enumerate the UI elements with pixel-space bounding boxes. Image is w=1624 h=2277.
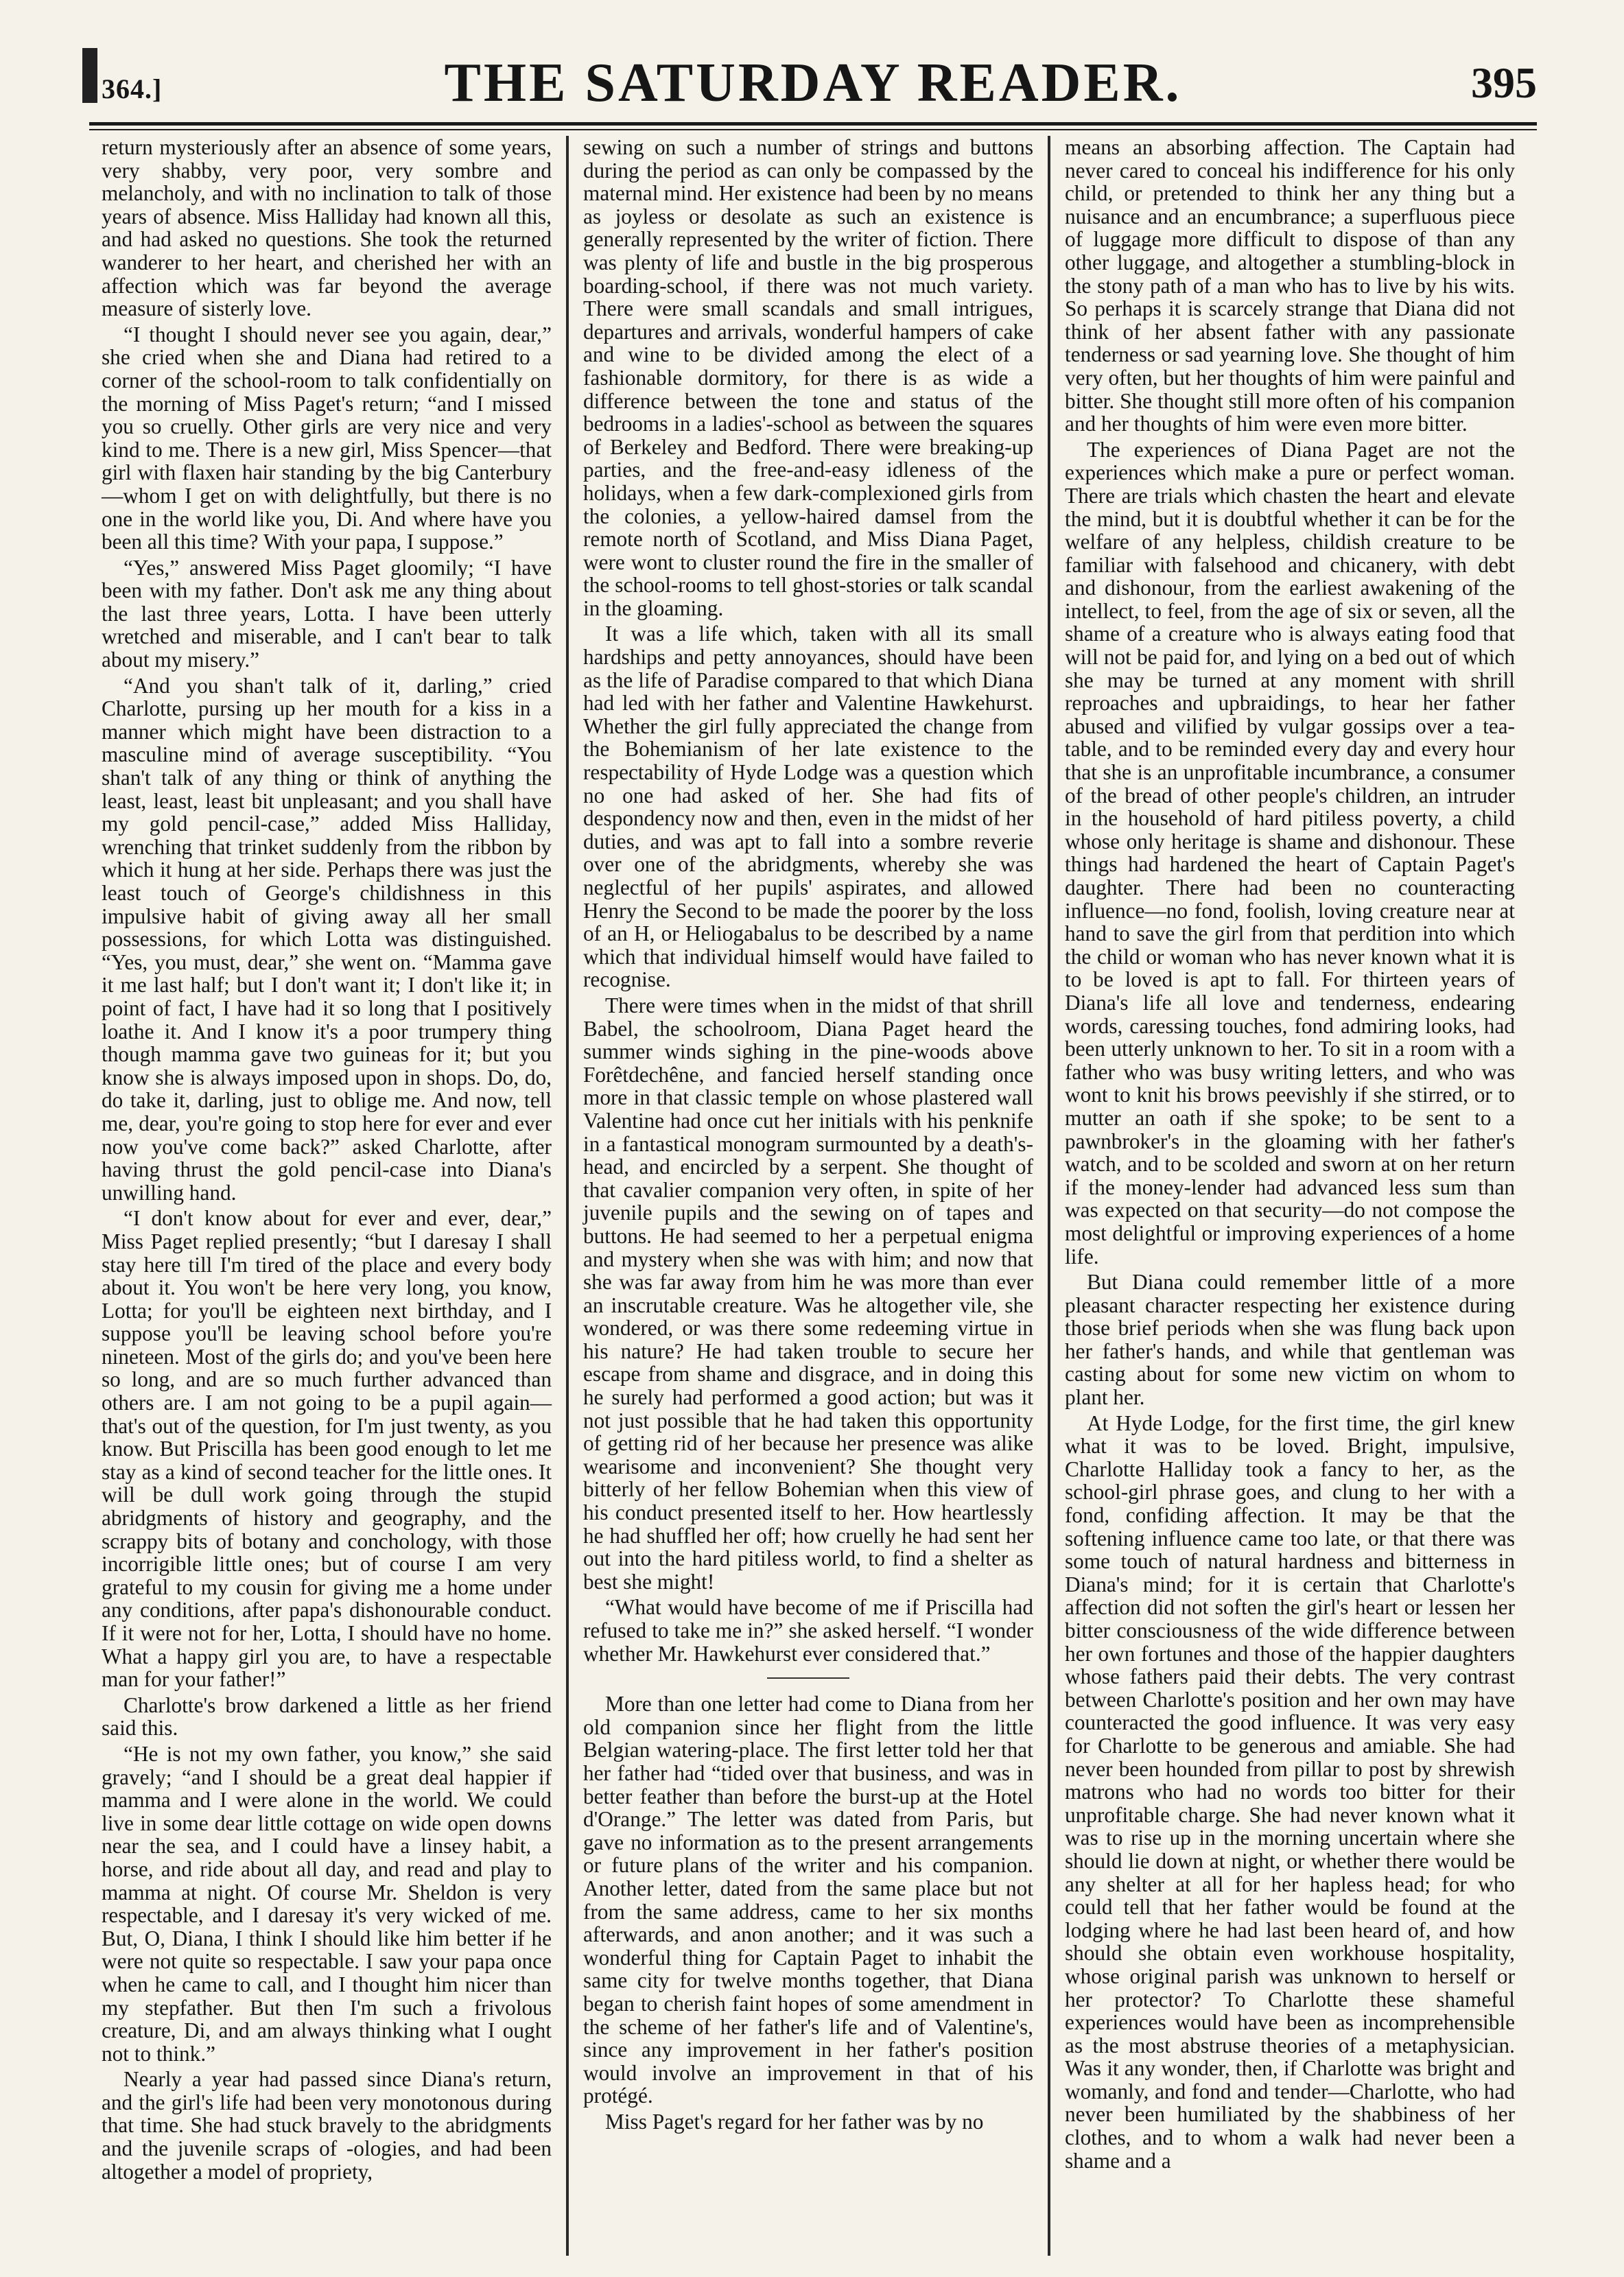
article-paragraph: Nearly a year had passed since Diana's return, and the girl's life had been very monotonous during that time. She had stuck bravely to the abridgments and the juvenile scraps of -ologies, and had been altogether a model of propriety,	[102, 2067, 552, 2184]
article-paragraph: At Hyde Lodge, for the first time, the girl knew what it was to be loved. Bright, impulsive, Charlotte Halliday took a fancy to her, as the school-girl phrase goes, and clung to her with a fond, confiding affection. It may be that the softening influence came too late, or that there was some touch of natural hardness and bitterness in Diana's mind; for it is certain that Charlotte's affection did not soften the girl's heart or lessen her bitter consciousness of the wide difference between her own fortunes and those of the happier daughters whose fathers paid their debts. The very contrast between Charlotte's position and her own may have counteracted the good influence. It was very easy for Charlotte to be generous and amiable. She had never been hounded from pillar to post by shrewish matrons who had no words too bitter for their unprofitable charge. She had never known what it was to rise up in the morning uncertain where she should lie down at night, or whether there would be any shelter at all for her hapless head; for who could tell that her father would be found at the lodging where he had last been heard of, and how should she obtain even workhouse hospitality, whose original parish was unknown to herself or her protector? To Charlotte these shameful experiences would have been as incomprehensible as the most abstruse theories of a metaphysician. Was it any wonder, then, if Charlotte was bright and womanly, and fond and tender—Charlotte, who had never been humiliated by the shabbiness of her clothes, and to whom a walk had never been a shame and a	[1065, 1411, 1515, 2173]
article-paragraph: Miss Paget's regard for her father was by no	[605, 2109, 984, 2134]
text-columns	[89, 136, 1537, 2256]
page-header	[89, 45, 1537, 121]
header-left-mark: 364.]	[102, 73, 163, 104]
article-paragraph: “And you shan't talk of it, darling,” cried Charlotte, pursing up her mouth for a kiss in a manner which might have been distraction to a masculine mind of average susceptibility. “You shan't talk of any thing or think of anything the least, least, least bit unpleasant; and you shall have my gold pencil-case,” added Miss Halliday, wrenching that trinket suddenly from the ribbon by which it hung at her side. Perhaps there was just the least touch of George's childishness in this impulsive habit of giving away all her small possessions, for which Lotta was distinguished. “Yes, you must, dear,” she went on. “Mamma gave it me last half; but I don't want it; I don't like it; in point of fact, I have had it so long that I positively loathe it. And I know it's a poor trumpery thing though mamma gave two guineas for it; but you know she is always imposed upon in shops. Do, do, do take it, darling, just to oblige me. And now, tell me, dear, you're going to stop here for ever and ever now you've come back?” asked Charlotte, after having thrust the gold pencil-case into Diana's unwilling hand.	[102, 673, 552, 1205]
article-paragraph: means an absorbing affection. The Captain had never cared to conceal his indifference for his only child, or pretended to think her any thing but a nuisance and an encumbrance; a superfluous piece of luggage more difficult to dispose of than any other luggage, and altogether a stumbling-block in the stony path of a man who has to live by his wits. So perhaps it is scarcely strange that Diana did not think of her absent father with any passionate tenderness or sad yearning love. She thought of him very often, but her thoughts of him were painful and bitter. She thought still more often of his companion and her thoughts of him were even more bitter.	[1065, 136, 1515, 436]
column-divider	[566, 136, 569, 2256]
header-rule-thin	[89, 129, 1537, 130]
article-paragraph: “What would have become of me if Priscilla had refused to take me in?” she asked herself. “I wonder whether Mr. Hawkehurst ever considered that.”	[583, 1595, 1033, 1666]
article-paragraph: sewing on such a number of strings and buttons during the period as can only be compassed by the maternal mind. Her existence had been by no means as joyless or desolate as such an existence is generally represented by the writer of fiction. There was plenty of life and bustle in the big prosperous boarding-school, if there was not much variety. There were small scandals and small intrigues, departures and arrivals, wonderful hampers of cake and wine to be divided among the elect of a fashionable dormitory, for there is as wide a difference between the tone and status of the bedrooms in a ladies'-school as between the squares of Berkeley and Bedford. There were breaking-up parties, and the free-and-easy idleness of the holidays, when a few dark-complexioned girls from the colonies, a yellow-haired damsel from the remote north of Scotland, and Miss Diana Paget, were wont to cluster round the fire in the smaller of the school-rooms to tell ghost-stories or talk scandal in the gloaming.	[583, 136, 1033, 620]
header-rule	[89, 122, 1537, 126]
column-1	[89, 136, 564, 2256]
article-paragraph: return mysteriously after an absence of some years, very shabby, very poor, very sombre and melancholy, and with no inclination to talk of those years of absence. Miss Halliday had known all this, and had asked no questions. She took the returned wanderer to her heart, and cherished her with an affection which was far beyond the average measure of sisterly love.	[102, 136, 552, 321]
column-divider	[1048, 136, 1050, 2256]
article-paragraph: “He is not my own father, you know,” she said gravely; “and I should be a great deal happier if mamma and I were alone in the world. We could live in some dear little cottage on wide open downs near the sea, and I could have a linsey habit, a horse, and ride about all day, and read and play to mamma at night. Of course Mr. Sheldon is very respectable, and I daresay it's very wicked of me. But, O, Diana, I think I should like him better if he were not quite so respectable. I saw your papa once when he came to call, and I thought him nicer than my stepfather. But then I'm such a frivolous creature, Di, and am always thinking what I ought not to think.”	[102, 1741, 552, 2066]
section-separator	[767, 1677, 849, 1679]
page-number: 395	[1471, 58, 1537, 107]
publication-title: THE SATURDAY READER.	[444, 53, 1182, 113]
column-3	[1052, 136, 1527, 2256]
article-paragraph: The experiences of Diana Paget are not the experiences which make a pure or perfect woman. There are trials which chasten the heart and elevate the mind, but it is doubtful whether it can be for the welfare of any helpless, childish creature to be familiar with falsehood and chicanery, with debt and dishonour, from the earliest awakening of the intellect, to feel, from the age of six or seven, all the shame of a creature who is always eating food that will not be paid for, and lying on a bed out of which she may be turned at any moment with shrill reproaches and upbraidings, to hear her father abused and vilified by vulgar gossips over a tea-table, and to be reminded every day and every hour that she is an unprofitable incumbrance, a consumer of the bread of other people's children, an intruder in the household of hard pitiless poverty, a child whose only heritage is shame and dishonour. These things had hardened the heart of Captain Paget's daughter. There had been no counteracting influence—no fond, foolish, loving creature near at hand to save the girl from that perdition into which the child or woman who has never known what it is to be loved is apt to fall. For thirteen years of Diana's life all love and tenderness, endearing words, caressing touches, fond admiring looks, had been utterly unknown to her. To sit in a room with a father who was busy writing letters, and who was wont to knit his brows peevishly if she stirred, or to mutter an oath if she spoke; to be sent to a pawnbroker's in the gloaming with her father's watch, and to be scolded and sworn at on her return if the money-lender had advanced less sum than was expected on that security—do not compose the most delightful or improving experiences of a home life.	[1065, 437, 1515, 1269]
article-paragraph: “Yes,” answered Miss Paget gloomily; “I have been with my father. Don't ask me any thing about the last three years, Lotta. I have been utterly wretched and miserable, and I can't bear to talk about my misery.”	[102, 555, 552, 672]
article-paragraph: “I don't know about for ever and ever, dear,” Miss Paget replied presently; “but I daresay I shall stay here till I'm tired of the place and every body about it. You won't be here very long, you know, Lotta; for you'll be eighteen next birthday, and I suppose you'll be leaving school before you're nineteen. Most of the girls do; and you've been here so long, and are so much further advanced than others are. I am not going to be a pupil again—that's out of the question, for I'm just twenty, as you know. But Priscilla has been good enough to let me stay as a kind of second teacher for the little ones. It will be dull work going through the stupid abridgments of history and geography, and the scrappy bits of botany and conchology, with those incorrigible little ones; but of course I am very grateful to my cousin for giving me a home under any conditions, after papa's dishonourable conduct. If it were not for her, Lotta, I should have no home. What a happy girl you are, to have a respectable man for your father!”	[102, 1206, 552, 1692]
article-paragraph: But Diana could remember little of a more pleasant character respecting her existence during those brief periods when she was flung back upon her father's hands, and while that gentleman was casting about for some new victim on whom to plant her.	[1065, 1270, 1515, 1410]
article-paragraph: More than one letter had come to Diana from her old companion since her flight from the little Belgian watering-place. The first letter told her that her father had “tided over that business, and was in better feather than before the burst-up at the Hotel d'Orange.” The letter was dated from Paris, but gave no information as to the present arrangements or future plans of the writer and his companion. Another letter, dated from the same place but not from the same address, came to her six months afterwards, and anon another; and it was such a wonderful thing for Captain Paget to inhabit the same city for twelve months together, that Diana began to cherish faint hopes of some amendment in the scheme of her father's life and of Valentine's, since any improvement in her father's position would involve an improvement in that of his protégé.	[583, 1692, 1033, 2108]
article-paragraph: There were times when in the midst of that shrill Babel, the schoolroom, Diana Paget heard the summer winds sighing in the pine-woods above Forêtdechêne, and fancied herself standing once more in that classic temple on whose plastered wall Valentine had once cut her initials with his penknife in a fantastical monogram surmounted by a death's-head, and encircled by a serpent. She thought of that cavalier companion very often, in spite of her juvenile pupils and the sewing on of tapes and buttons. He had seemed to her a perpetual enigma and mystery when she was with him; and now that she was far away from him he was more than ever an inscrutable creature. Was he altogether vile, she wondered, or was there some redeeming virtue in his nature? He had taken trouble to secure her escape from shame and disgrace, and in doing this he surely had performed a good action; but was it not just possible that he had taken this opportunity of getting rid of her because her presence was alike wearisome and inconvenient? She thought very bitterly of her fellow Bohemian when this view of his conduct presented itself to her. How heartlessly he had shuffled her off; how cruelly he had sent her out into the hard pitiless world, to find a shelter as best she might!	[583, 993, 1033, 1594]
column-2	[571, 136, 1046, 2256]
article-paragraph: “I thought I should never see you again, dear,” she cried when she and Diana had retired to a corner of the school-room to talk confidentially on the morning of Miss Paget's return; “and I missed you so cruelly. Other girls are very nice and very kind to me. There is a new girl, Miss Spencer—that girl with flaxen hair standing by the big Canterbury—whom I get on with delightfully, but there is no one in the world like you, Di. And where have you been all this time? With your papa, I suppose.”	[102, 322, 552, 554]
article-paragraph: Charlotte's brow darkened a little as her friend said this.	[102, 1692, 552, 1741]
article-paragraph: It was a life which, taken with all its small hardships and petty annoyances, should have been as the life of Paradise compared to that which Diana had led with her father and Valentine Hawkehurst. Whether the girl fully appreciated the change from the Bohemianism of her late existence to the respectability of Hyde Lodge was a question which no one had asked of her. She had fits of despondency now and then, even in the midst of her duties, and was apt to fall into a sombre reverie over one of the abridgments, whereby she was neglectful of her pupils' aspirates, and allowed Henry the Second to be made the poorer by the loss of an H, or Heliogabalus to be described by a name which that individual himself would have failed to recognise.	[583, 622, 1033, 992]
